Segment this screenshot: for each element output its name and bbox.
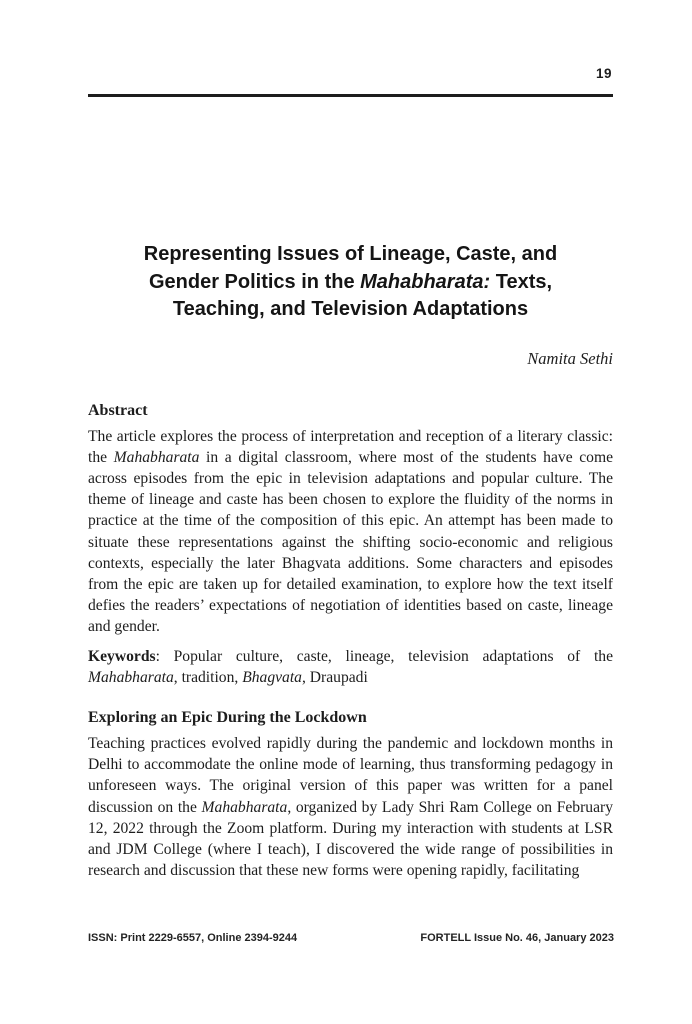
body-paragraph: Teaching practices evolved rapidly during the pandemic and lockdown months in Delhi to accommodate the online mode of learning, thus transforming pedagogy in unforeseen ways. The original version of this paper was written for a panel discussion on the Mahabharata, organized by Lady Shri Ram College on February 12, 2022 through the Zoom platform. During my interaction with students at LSR and JDM College (where I teach), I discovered the wide range of possibilities in research and discussion that these new forms were opening rapidly, facilitating (88, 734, 613, 880)
footer-issn: ISSN: Print 2229-6557, Online 2394-9244 (88, 932, 298, 944)
author-name: Namita Sethi (527, 348, 613, 368)
article-title-line-2: Gender Politics in the Mahabharata: Texts, (148, 270, 553, 293)
keywords-paragraph: Keywords: Popular culture, caste, lineage, television adaptations of the Mahabharata, tradition, Bhagvata, Draupadi (88, 647, 613, 686)
article-title-line-1: Representing Issues of Lineage, Caste, and (143, 243, 558, 265)
page-footer (88, 932, 614, 944)
page-content (88, 0, 613, 881)
footer-issue: FORTELL Issue No. 46, January 2023 (420, 932, 614, 944)
abstract-heading: Abstract (88, 401, 148, 419)
article-title (88, 241, 613, 324)
article-title-line-3: Teaching, and Television Adaptations (172, 298, 529, 320)
abstract-paragraph: The article explores the process of interpretation and reception of a literary classic: the Mahabharata in a digital classroom, where most of the students have come across episodes from the epic in television adaptations and popular culture. The theme of lineage and caste has been chosen to explore the fluidity of the norms in practice at the time of the composition of this epic. An attempt has been made to situate these representations against the shifting socio-economic and religious contexts, especially the later Bhagvata additions. Some characters and episodes from the epic are taken up for detailed examination, to explore how the text itself defies the readers’ expectations of negotiation of identities based on caste, lineage and gender. (88, 427, 613, 636)
section-heading: Exploring an Epic During the Lockdown (88, 708, 367, 726)
page-number: 19 (595, 66, 612, 81)
